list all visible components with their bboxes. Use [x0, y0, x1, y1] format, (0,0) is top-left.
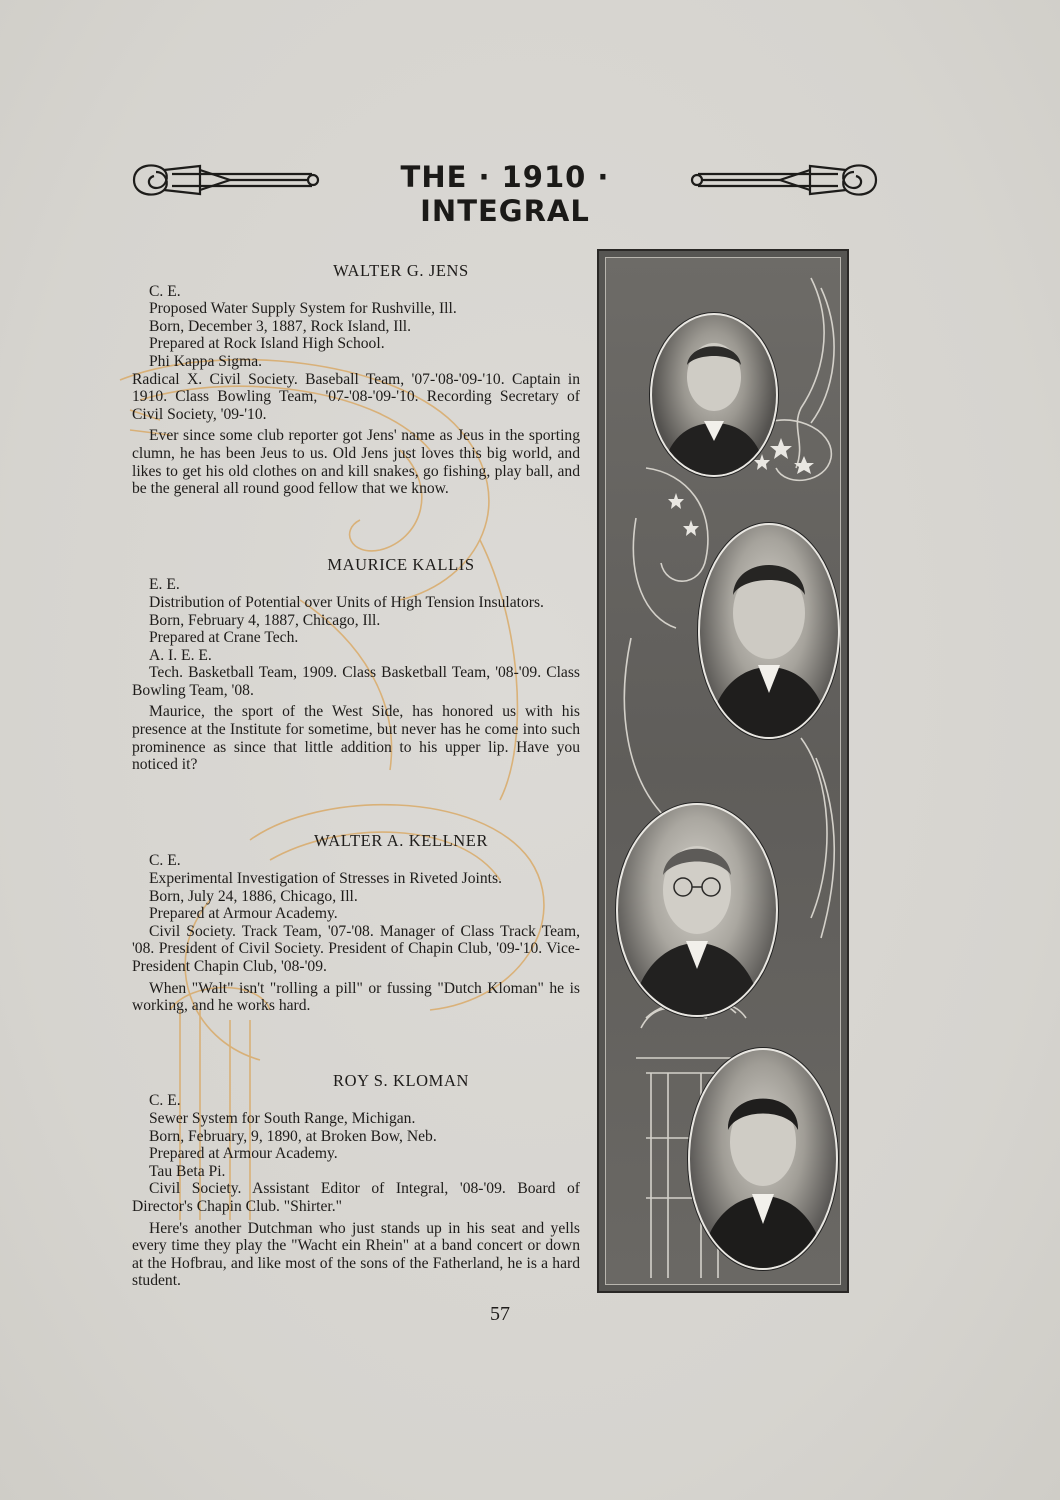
born-line: Born, July 24, 1886, Chicago, Ill.	[149, 887, 358, 905]
activities-record: Civil Society. Track Team, '07-'08. Manager of Class Track Team, '08. President of Civil Society. President of Chapin Club, '09-'10. Vice-President Chapin Club, '08-'09.	[132, 922, 580, 975]
thesis-line: Proposed Water Supply System for Rushville, Ill.	[149, 300, 457, 318]
page-header	[130, 156, 880, 228]
left-scroll-ornament	[130, 156, 320, 204]
prepared-line: Prepared at Armour Academy.	[149, 905, 338, 923]
bio-paragraph: Maurice, the sport of the West Side, has honored us with his presence at the Institute for sometime, but never has he come into such prominence as since that little addition to his upper lip. Have you noticed it?	[132, 703, 580, 774]
portrait-figure	[652, 315, 776, 475]
prepared-line: Prepared at Crane Tech.	[149, 629, 299, 647]
entry-name: ROY S. KLOMAN	[333, 1070, 469, 1090]
entry-name: WALTER A. KELLNER	[313, 830, 489, 850]
page-number: 57	[490, 1303, 510, 1325]
portrait-figure	[690, 1050, 836, 1268]
thesis-line: Experimental Investigation of Stresses in Riveted Joints.	[149, 870, 502, 888]
portrait-walter-jens	[650, 313, 778, 477]
entry-roy-kloman	[132, 1072, 580, 1290]
portrait-strip	[597, 249, 849, 1293]
degree-line: C. E.	[149, 852, 181, 870]
entry-name: MAURICE KALLIS	[327, 554, 475, 574]
portrait-figure	[700, 525, 838, 737]
portrait-strip-inner	[605, 257, 841, 1285]
activities-record: Tech. Basketball Team, 1909. Class Basketball Team, '08-'09. Class Bowling Team, '08.	[132, 664, 580, 699]
portrait-roy-kloman	[688, 1048, 838, 1270]
degree-line: E. E.	[149, 576, 180, 594]
activities-record: Civil Society. Assistant Editor of Integral, '08-'09. Board of Director's Chapin Club. "Shirter."	[132, 1180, 580, 1215]
entry-maurice-kallis	[132, 556, 580, 774]
portrait-maurice-kallis	[698, 523, 840, 739]
entry-name: WALTER G. JENS	[333, 261, 469, 280]
degree-line: C. E.	[149, 1092, 181, 1110]
born-line: Born, December 3, 1887, Rock Island, Ill.	[149, 317, 412, 335]
page-title: THE · 1910 · INTEGRAL	[400, 160, 610, 228]
portrait-walter-kellner	[616, 803, 778, 1017]
bio-paragraph: Here's another Dutchman who just stands up in his seat and yells every time they play the "Wacht ein Rhein" at a band concert or down at the Hofbrau, and like most of the sons of the Fatherland, he is a hard student.	[132, 1219, 580, 1290]
thesis-line: Distribution of Potential over Units of High Tension Insulators.	[149, 593, 544, 611]
prepared-line: Prepared at Armour Academy.	[149, 1145, 338, 1163]
biography-column	[132, 262, 580, 1290]
born-line: Born, February, 9, 1890, at Broken Bow, Neb.	[149, 1127, 437, 1145]
prepared-line: Prepared at Rock Island High School.	[149, 335, 385, 353]
fraternity-line: Tau Beta Pi.	[149, 1162, 226, 1180]
activities-record: Radical X. Civil Society. Baseball Team, '07-'08-'09-'10. Captain in 1910. Class Bowling Team, '07-'08-'09-'10. Recording Secretary of Civil Society, '09-'10.	[132, 370, 580, 423]
entry-walter-jens	[132, 262, 580, 498]
bio-paragraph: When "Walt" isn't "rolling a pill" or fussing "Dutch Kloman" he is working, and he works hard.	[132, 979, 580, 1015]
degree-line: C. E.	[149, 282, 181, 300]
entry-walter-kellner	[132, 832, 580, 1015]
bio-paragraph: Ever since some club reporter got Jens' name as Jeus in the sporting clumn, he has been Jeus to us. Old Jens just loves this big world, and likes to get his old clothes on and kill snakes, go fishing, play ball, and be the general all round good fellow that we know.	[132, 427, 580, 498]
fraternity-line: Phi Kappa Sigma.	[149, 352, 263, 370]
portrait-figure	[618, 805, 776, 1015]
right-scroll-ornament	[690, 156, 880, 204]
born-line: Born, February 4, 1887, Chicago, Ill.	[149, 611, 381, 629]
thesis-line: Sewer System for South Range, Michigan.	[149, 1109, 416, 1127]
society-line: A. I. E. E.	[149, 646, 212, 664]
